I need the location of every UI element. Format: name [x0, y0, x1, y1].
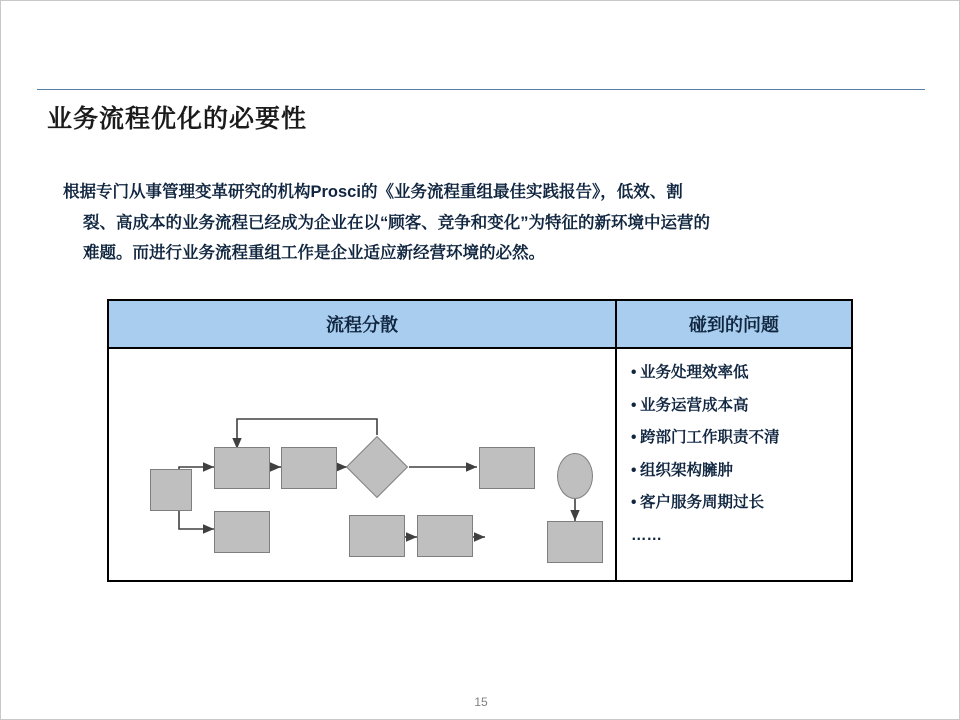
body-line-2: 裂、高成本的业务流程已经成为企业在以“顾客、竞争和变化”为特征的新环境中运营的	[83, 213, 710, 232]
body-line-3: 难题。而进行业务流程重组工作是企业适应新经营环境的必然。	[83, 244, 545, 263]
issue-label: ……	[631, 526, 662, 544]
flow-node-rect-5	[214, 511, 270, 553]
issue-item-1: • 业务处理效率低	[631, 364, 749, 381]
issue-label: 业务运营成本高	[640, 396, 749, 414]
table-cell-issues	[617, 349, 851, 580]
body-paragraph	[63, 177, 909, 269]
flow-node-rect-4	[479, 447, 535, 489]
flow-node-rect-8	[547, 521, 603, 563]
table-header-row	[109, 301, 851, 349]
issue-item-6	[631, 528, 851, 544]
title-rule	[37, 89, 925, 90]
issue-item-2: • 业务运营成本高	[631, 396, 749, 414]
page-number: 15	[474, 695, 488, 709]
issue-label: 业务处理效率低	[640, 364, 749, 381]
issue-label: 客户服务周期过长	[640, 494, 765, 511]
issue-label: 跨部门工作职责不清	[640, 429, 780, 446]
table-body-row	[109, 349, 851, 580]
flow-node-rect-1	[150, 469, 192, 511]
issue-item-3: • 跨部门工作职责不清	[631, 429, 780, 446]
flow-node-rect-3	[281, 447, 337, 489]
page-title: 业务流程优化的必要性	[47, 105, 308, 133]
flow-node-rect-7	[417, 515, 473, 557]
body-line-1: 根据专门从事管理变革研究的机构Prosci的《业务流程重组最佳实践报告》，低效、割	[63, 183, 683, 201]
issue-item-4: • 组织架构臃肿	[631, 461, 734, 479]
flow-node-rect-6	[349, 515, 405, 557]
table-header-left: 流程分散	[109, 301, 617, 349]
issue-item-5: • 客户服务周期过长	[631, 494, 765, 511]
table-cell-diagram	[109, 349, 617, 580]
flow-node-ellipse-1	[557, 453, 593, 499]
process-flow-diagram	[109, 349, 617, 580]
flow-node-rect-2	[214, 447, 270, 489]
table-header-right: 碰到的问题	[617, 301, 851, 349]
comparison-table	[107, 299, 853, 582]
issue-label: 组织架构臃肿	[640, 461, 734, 479]
